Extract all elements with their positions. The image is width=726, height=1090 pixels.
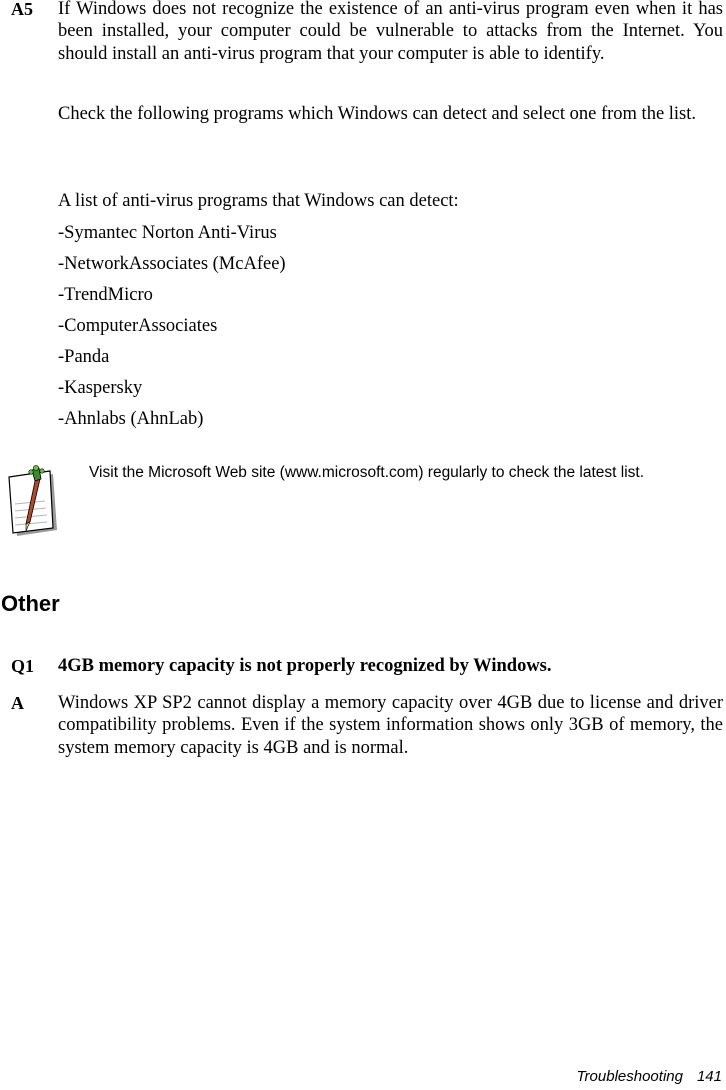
list-item: -Panda [58,347,110,367]
question-label-q1: Q1 [11,656,35,676]
list-item: -Symantec Norton Anti-Virus [58,223,277,243]
answer-text-q1: Windows XP SP2 cannot display a memory capacity over 4GB due to license and driver compatibility problems. Even if the system information shows only 3GB of memory, the system memory capacity is 4GB and is normal. [58,693,723,758]
list-item: -ComputerAssociates [58,316,218,336]
a5-paragraph-2: Check the following programs which Windows can detect and select one from the list. [58,104,697,124]
answer-label-a: A [11,693,24,713]
list-item: -Ahnlabs (AhnLab) [58,409,204,429]
section-title: Other [1,591,60,616]
note-text: Visit the Microsoft Web site (www.microsoft.com) regularly to check the latest list. [89,464,645,481]
list-item: -Kaspersky [58,378,143,398]
list-item: -TrendMicro [58,285,153,305]
a5-paragraph-1: If Windows does not recognize the existence of an anti-virus program even when it has been installed, your computer could be vulnerable to attacks from the Internet. You should install an anti-virus program that your computer is able to identify. [58,0,723,64]
answer-label-a5: A5 [11,0,33,19]
antivirus-list-intro: A list of anti-virus programs that Windows can detect: [58,191,459,211]
chapter-title: Troubleshooting [576,1068,683,1085]
page-number: 141 [696,1068,722,1085]
note-pencil-icon [5,464,61,540]
page-footer [577,1068,723,1086]
question-text-q1: 4GB memory capacity is not properly recognized by Windows. [58,656,552,676]
list-item: -NetworkAssociates (McAfee) [58,254,286,274]
